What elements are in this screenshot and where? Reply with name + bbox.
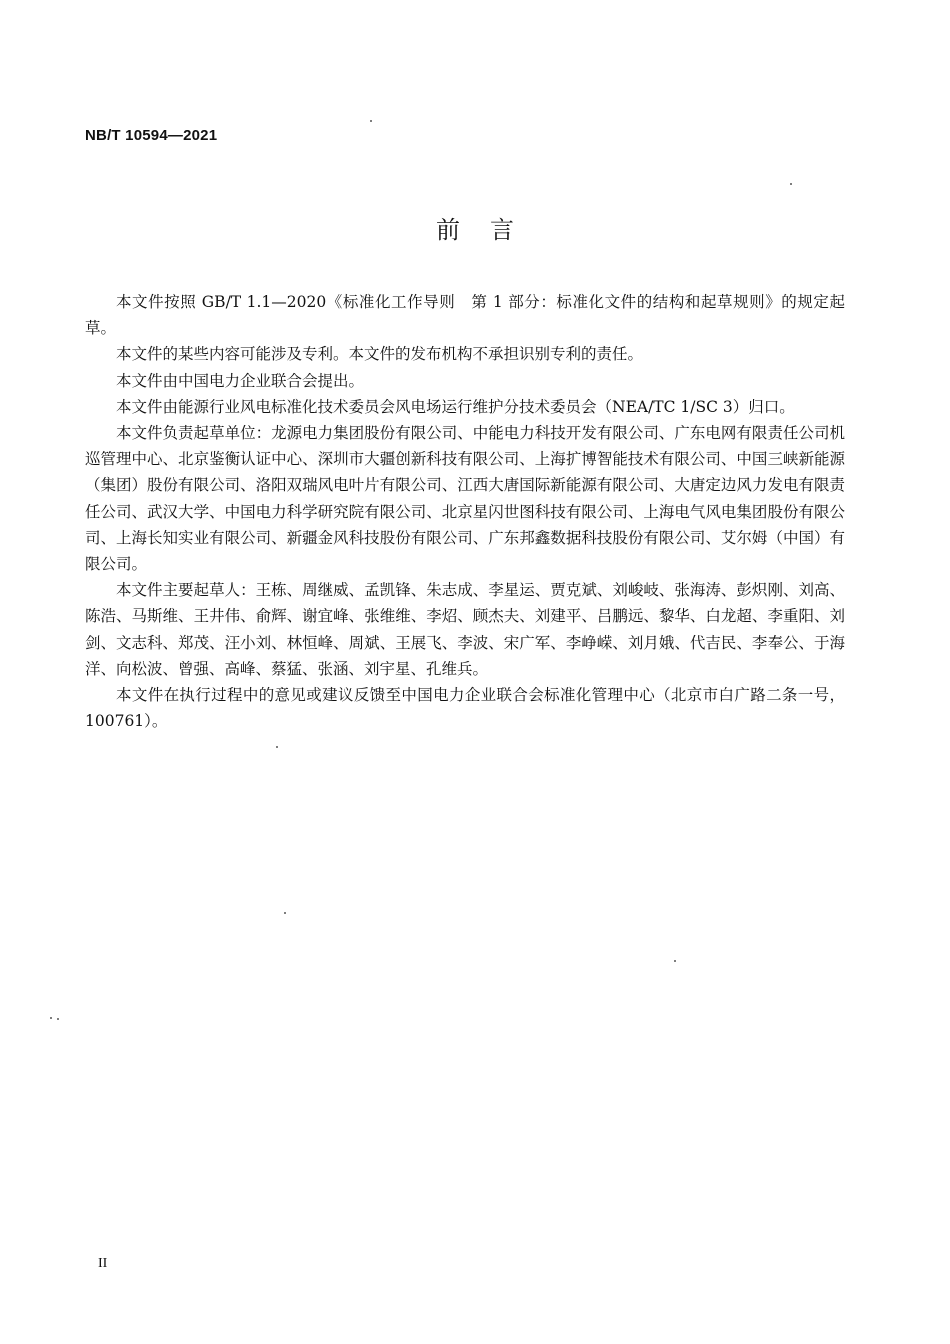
paragraph-drafting-rules: 本文件按照 GB/T 1.1—2020《标准化工作导则 第 1 部分：标准化文件的结构和起草规则》的规定起草。 (85, 293, 845, 338)
standard-code: NB/T 10594—2021 (85, 127, 218, 144)
foreword-body (85, 289, 845, 734)
paragraph-proposer: 本文件由中国电力企业联合会提出。 (116, 371, 365, 390)
paragraph-technical-committee: 本文件由能源行业风电标准化技术委员会风电场运行维护分技术委员会（NEA/TC 1/SC 3）归口。 (116, 397, 795, 416)
scan-speck (276, 746, 278, 748)
paragraph-drafting-organizations: 本文件负责起草单位：龙源电力集团股份有限公司、中能电力科技开发有限公司、广东电网有限责任公司机巡管理中心、北京鉴衡认证中心、深圳市大疆创新科技有限公司、上海扩博智能技术有限公司、中国三峡新能源（集团）股份有限公司、洛阳双瑞风电叶片有限公司、江西大唐国际新能源有限公司、大唐定边风力发电有限责任公司、武汉大学、中国电力科学研究院有限公司、北京星闪世图科技有限公司、上海电气风电集团股份有限公司、上海长知实业有限公司、新疆金风科技股份有限公司、广东邦鑫数据科技股份有限公司、艾尔姆（中国）有限公司。 (85, 424, 845, 574)
scan-speck (370, 120, 372, 122)
paragraph-feedback: 本文件在执行过程中的意见或建议反馈至中国电力企业联合会标准化管理中心（北京市白广路二条一号，100761）。 (85, 686, 845, 731)
page-title: 前言 (436, 216, 544, 244)
scan-speck (674, 960, 676, 962)
page-number: II (98, 1256, 108, 1271)
scan-speck (790, 183, 792, 185)
paragraph-main-drafters: 本文件主要起草人：王栋、周继威、孟凯锋、朱志成、李星运、贾克斌、刘峻岐、张海涛、彭炽刚、刘高、陈浩、马斯维、王井伟、俞辉、谢宜峰、张维维、李炤、顾杰夫、刘建平、吕鹏远、黎华、白龙超、李重阳、刘剑、文志科、郑茂、汪小刘、林恒峰、周斌、王展飞、李波、宋广军、李峥嵘、刘月娥、代吉民、李奉公、于海洋、向松波、曾强、高峰、蔡猛、张涵、刘宇星、孔维兵。 (85, 581, 845, 678)
scan-speck (284, 912, 286, 914)
scan-speck (57, 1018, 59, 1020)
paragraph-patent-notice: 本文件的某些内容可能涉及专利。本文件的发布机构不承担识别专利的责任。 (116, 345, 644, 364)
scan-speck (50, 1017, 52, 1019)
